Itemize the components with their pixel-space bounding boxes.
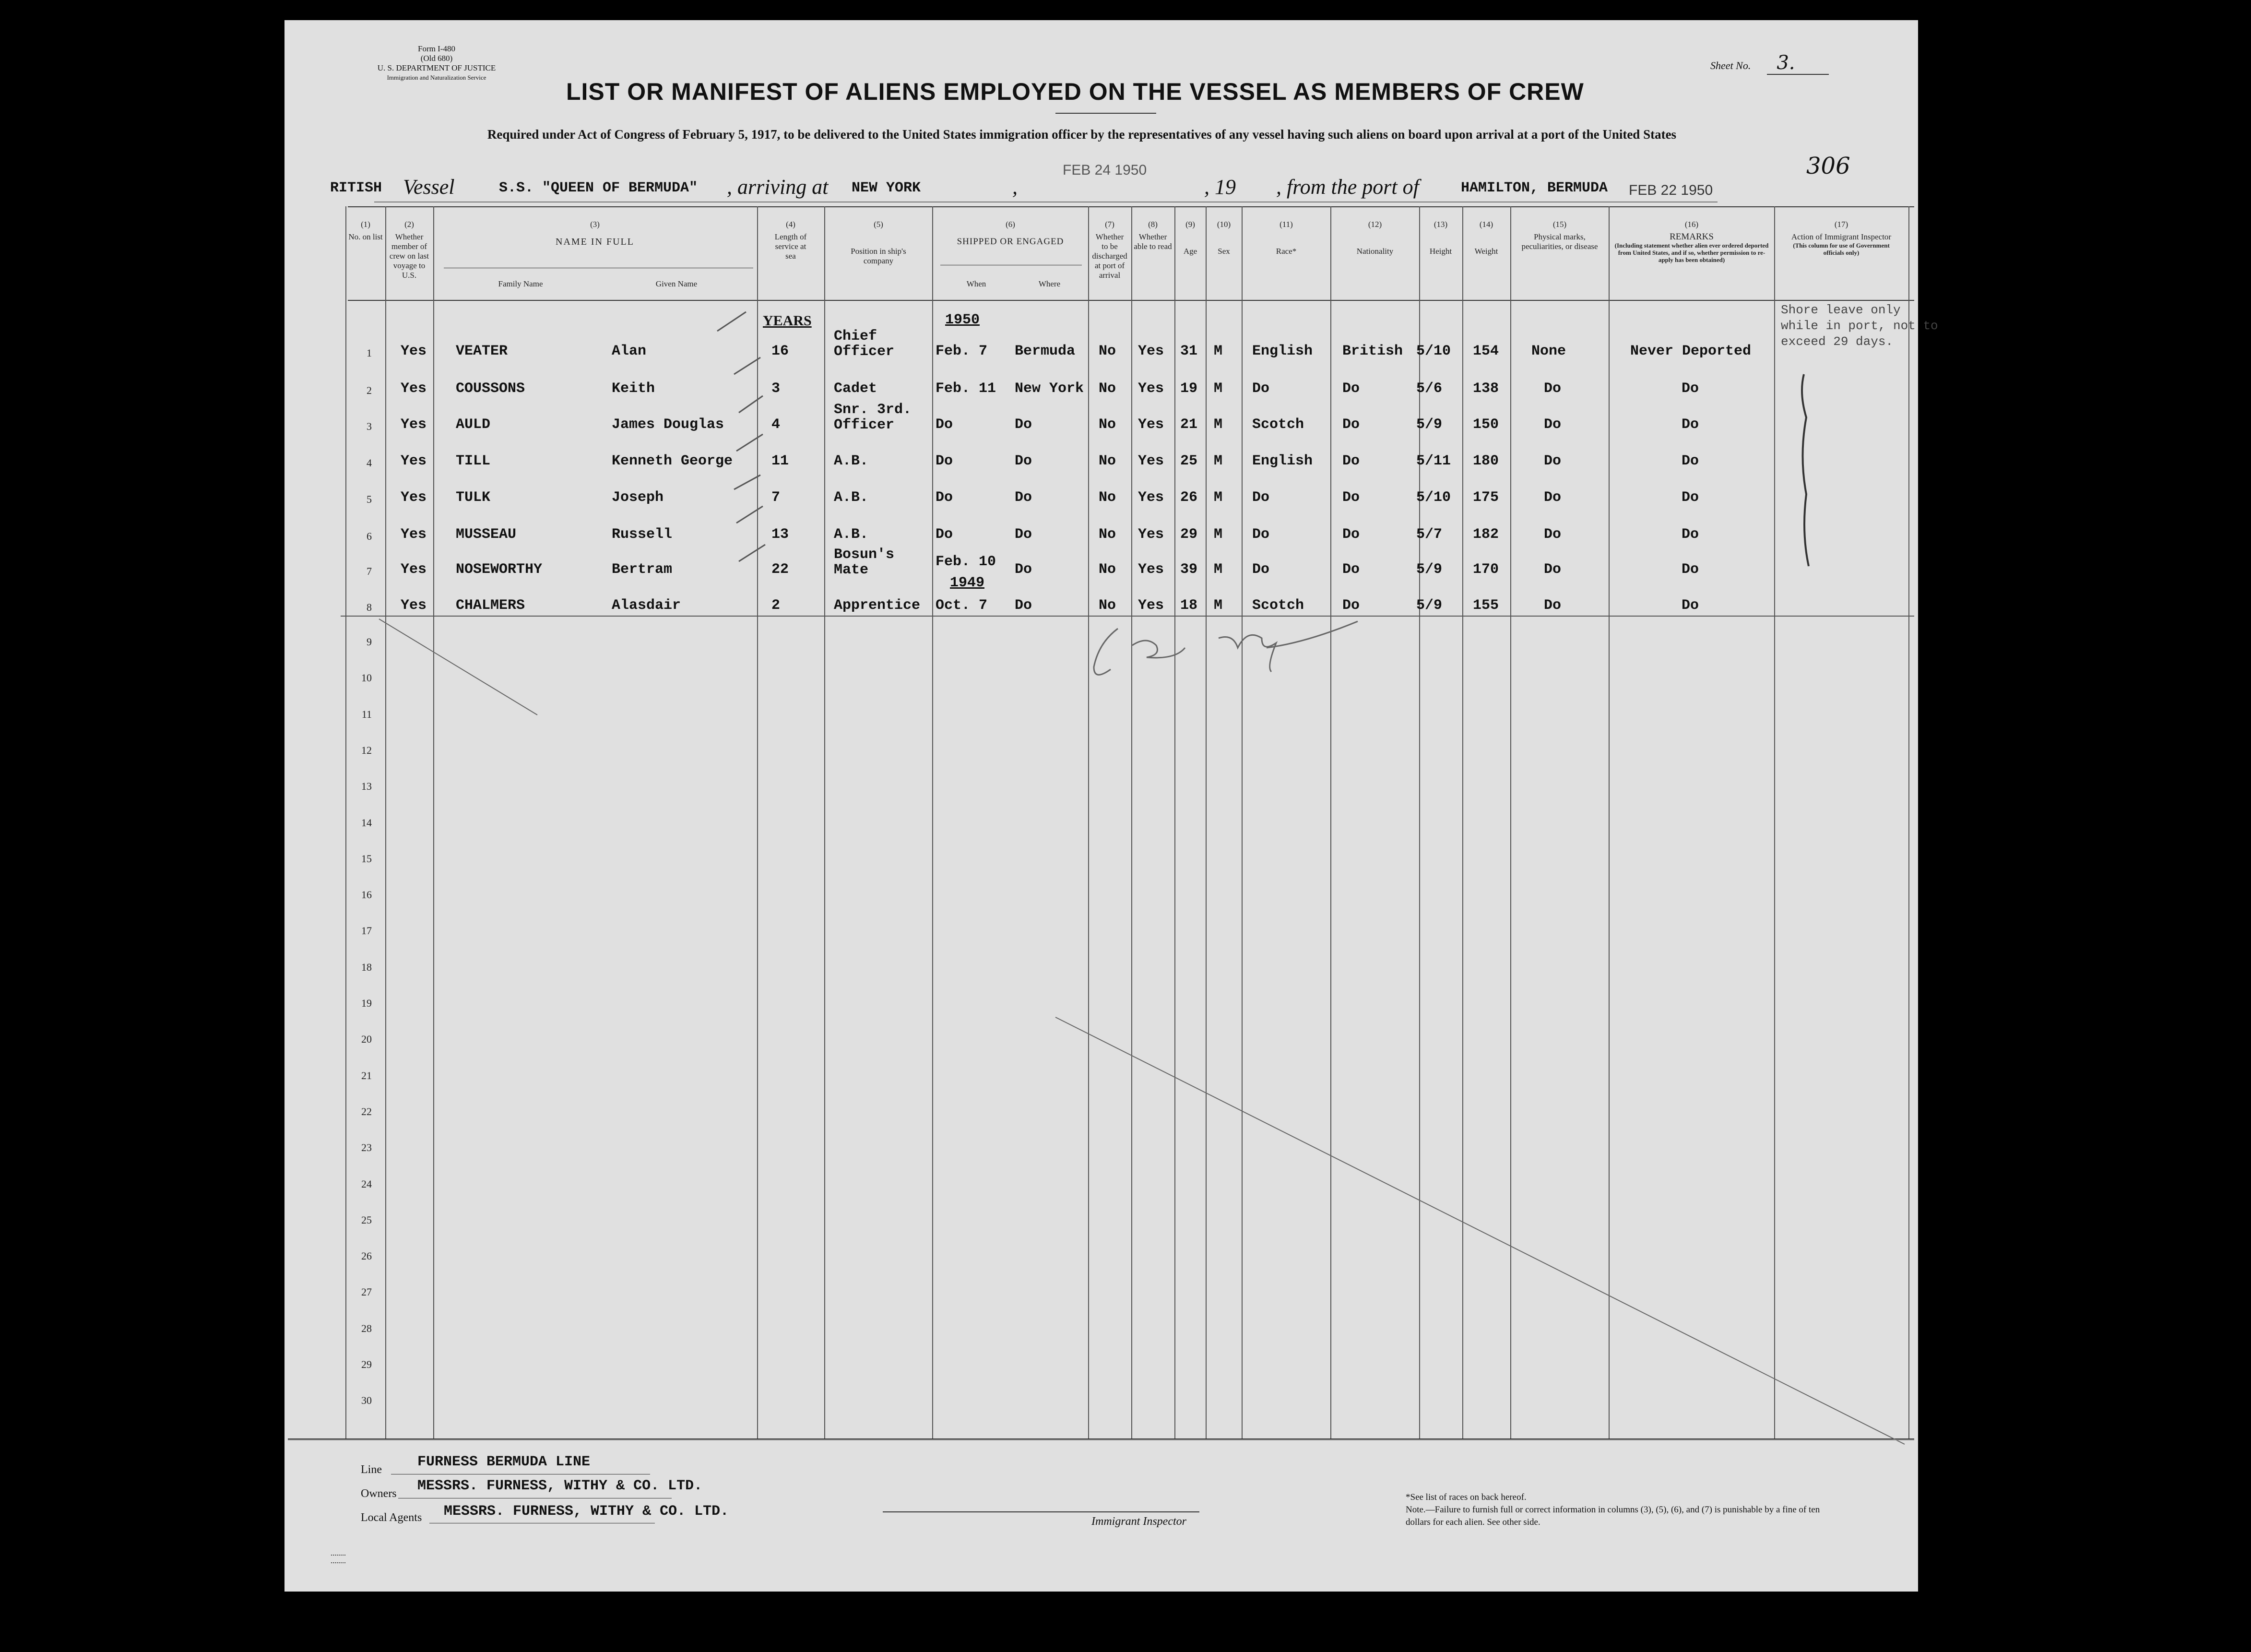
remarks-cell: Do — [1682, 453, 1699, 469]
position-cell: Apprentice — [834, 597, 921, 614]
weight-cell: 138 — [1473, 380, 1499, 397]
race-cell: Do — [1252, 489, 1270, 506]
col-header-shipped: (6) SHIPPED OR ENGAGED — [957, 220, 1064, 247]
race-cell: Scotch — [1252, 597, 1304, 614]
prev-voyage-cell: Yes — [401, 489, 427, 506]
given-name-cell: Bertram — [612, 561, 673, 578]
row-number: 12 — [361, 744, 372, 756]
service-name: Immigration and Naturalization Service — [387, 74, 486, 81]
line-label: Line — [361, 1463, 382, 1476]
cancel-line-diagonal — [1055, 1017, 1905, 1444]
age-cell: 19 — [1180, 380, 1198, 397]
physical-marks-cell: Do — [1544, 597, 1562, 614]
comma-mark: , — [1012, 175, 1018, 199]
col-header-read: (8) Whether able to read — [1134, 220, 1172, 251]
arrival-port: NEW YORK — [852, 180, 921, 196]
vessel-name: S.S. "QUEEN OF BERMUDA" — [499, 180, 698, 196]
col-header-previous-voyage: (2) Whether member of crew on last voyage to U.S. — [389, 220, 429, 280]
row-number: 14 — [361, 816, 372, 829]
prev-voyage-cell: Yes — [401, 416, 427, 433]
page-title: LIST OR MANIFEST OF ALIENS EMPLOYED ON THE VESSEL AS MEMBERS OF CREW — [566, 78, 1584, 105]
row-number: 27 — [361, 1286, 372, 1298]
prev-voyage-cell: Yes — [401, 380, 427, 397]
age-cell: 26 — [1180, 489, 1198, 506]
service-years-cell: 7 — [771, 489, 781, 506]
arrival-date-stamp: FEB 24 1950 — [1063, 162, 1147, 178]
read-cell: Yes — [1138, 453, 1164, 469]
service-years-cell: 13 — [771, 526, 789, 543]
sex-cell: M — [1214, 343, 1223, 359]
nationality-cell: Do — [1342, 416, 1360, 433]
row-number: 2 — [367, 384, 372, 396]
position-cell: Cadet — [834, 380, 877, 397]
sheet-number-label: Sheet No. — [1710, 59, 1751, 71]
arriving-label: , arriving at — [727, 175, 829, 199]
shipped-when-cell: Do — [936, 453, 953, 469]
discharge-cell: No — [1099, 489, 1116, 506]
year-prefix: , 19 — [1204, 175, 1236, 199]
row-number: 9 — [367, 636, 372, 648]
read-cell: Yes — [1138, 343, 1164, 359]
shipped-where-cell: New York — [1015, 380, 1084, 397]
read-cell: Yes — [1138, 416, 1164, 433]
position-cell: A.B. — [834, 489, 869, 506]
given-name-cell: Alasdair — [612, 597, 681, 614]
remarks-cell: Do — [1682, 489, 1699, 506]
shipped-where-cell: Do — [1015, 489, 1032, 506]
age-cell: 18 — [1180, 597, 1198, 614]
physical-marks-cell: Do — [1544, 453, 1562, 469]
shipped-year-1950: 1950 — [945, 312, 980, 328]
cancel-line-left — [379, 619, 537, 715]
col-header-race: (11) Race* — [1276, 220, 1297, 256]
discharge-cell: No — [1099, 380, 1116, 397]
family-name-cell: VEATER — [456, 343, 508, 359]
family-name-cell: TULK — [456, 489, 491, 506]
shipped-when-cell: Do — [936, 489, 953, 506]
agents-label: Local Agents — [361, 1511, 422, 1524]
age-cell: 39 — [1180, 561, 1198, 578]
read-cell: Yes — [1138, 489, 1164, 506]
row-number: 26 — [361, 1250, 372, 1262]
row-number: 5 — [367, 493, 372, 505]
row-number: 19 — [361, 997, 372, 1009]
row-number: 20 — [361, 1033, 372, 1046]
tick-marks — [717, 312, 765, 561]
col-header-service: (4) Length of service at sea — [774, 220, 807, 261]
given-name-cell: Russell — [612, 526, 673, 543]
physical-marks-cell: Do — [1544, 526, 1562, 543]
age-cell: 21 — [1180, 416, 1198, 433]
weight-cell: 170 — [1473, 561, 1499, 578]
family-name-cell: TILL — [456, 453, 491, 469]
shipped-where-cell: Do — [1015, 416, 1032, 433]
race-cell: Scotch — [1252, 416, 1304, 433]
remarks-cell: Do — [1682, 597, 1699, 614]
row-number: 28 — [361, 1322, 372, 1334]
height-cell: 5/9 — [1416, 416, 1443, 433]
read-cell: Yes — [1138, 380, 1164, 397]
page-mark: 306 — [1806, 153, 1850, 179]
family-name-cell: MUSSEAU — [456, 526, 517, 543]
years-unit: YEARS — [763, 313, 812, 329]
height-cell: 5/7 — [1416, 526, 1443, 543]
weight-cell: 150 — [1473, 416, 1499, 433]
weight-cell: 154 — [1473, 343, 1499, 359]
physical-marks-cell: Do — [1544, 380, 1562, 397]
col-header-name: (3) NAME IN FULL — [556, 220, 634, 247]
service-years-cell: 11 — [771, 453, 789, 469]
shipped-when-cell: Do — [936, 526, 953, 543]
col-header-no: (1) No. on list — [348, 220, 383, 241]
service-years-cell: 3 — [771, 380, 781, 397]
position-cell: A.B. — [834, 453, 869, 469]
shipped-where-cell: Do — [1015, 561, 1032, 578]
weight-cell: 155 — [1473, 597, 1499, 614]
sheet-number: 3. — [1767, 52, 1828, 75]
row-number: 1 — [367, 347, 372, 359]
sex-cell: M — [1214, 597, 1223, 614]
col-subheader-family-name: Family Name — [498, 279, 543, 288]
shipped-when-cell: Feb. 10 — [936, 554, 996, 570]
shipped-where-cell: Do — [1015, 453, 1032, 469]
service-years-cell: 4 — [771, 416, 781, 433]
inspector-note: Shore leave only while in port, not to exceed 29 days. — [1781, 303, 1938, 349]
shipped-when-cell: Feb. 7 — [936, 343, 988, 359]
col-header-remarks: (16) REMARKS (Including statement whether alien ever ordered deported from United States, and if so, whether permission to re-apply has been obtained) — [1614, 220, 1769, 263]
nationality-cell: Do — [1342, 453, 1360, 469]
prev-voyage-cell: Yes — [401, 597, 427, 614]
row-number: 15 — [361, 852, 372, 865]
row-number: 23 — [361, 1141, 372, 1154]
col-header-discharged: (7) Whether to be discharged at port of arrival — [1092, 220, 1127, 280]
printer-mark — [331, 1555, 345, 1563]
row-number: 29 — [361, 1358, 372, 1370]
read-cell: Yes — [1138, 561, 1164, 578]
agents-value: MESSRS. FURNESS, WITHY & CO. LTD. — [444, 1503, 729, 1520]
nationality-cell: British — [1342, 343, 1403, 359]
discharge-cell: No — [1099, 526, 1116, 543]
discharge-cell: No — [1099, 416, 1116, 433]
position-cell: Bosun's Mate — [834, 547, 895, 578]
physical-marks-cell: None — [1531, 343, 1566, 359]
footnote-races: *See list of races on back hereof. — [1406, 1492, 1527, 1502]
remarks-cell: Do — [1682, 526, 1699, 543]
sex-cell: M — [1214, 561, 1223, 578]
service-years-cell: 16 — [771, 343, 789, 359]
family-name-cell: NOSEWORTHY — [456, 561, 543, 578]
requirement-statement: Required under Act of Congress of February 5, 1917, to be delivered to the United States immigration officer by the representatives of any vessel having such aliens on board upon arrival at a port of the United States — [487, 127, 1677, 142]
prev-voyage-cell: Yes — [401, 561, 427, 578]
shipped-when-cell: Do — [936, 416, 953, 433]
row-number: 17 — [361, 925, 372, 937]
inspector-label: Immigrant Inspector — [1091, 1515, 1186, 1528]
col-header-height: (13) Height — [1429, 220, 1452, 256]
col-header-physical-marks: (15) Physical marks, peculiarities, or disease — [1521, 220, 1598, 251]
height-cell: 5/11 — [1416, 453, 1451, 469]
remarks-cell: Do — [1682, 416, 1699, 433]
remarks-cell: Never Deported — [1630, 343, 1752, 359]
departure-port: HAMILTON, BERMUDA — [1461, 180, 1608, 196]
departure-date-stamp: FEB 22 1950 — [1629, 182, 1713, 198]
shipped-year-1949: 1949 — [950, 575, 985, 591]
prev-voyage-cell: Yes — [401, 526, 427, 543]
age-cell: 29 — [1180, 526, 1198, 543]
vessel-nationality: RITISH — [330, 180, 382, 196]
prev-voyage-cell: Yes — [401, 343, 427, 359]
physical-marks-cell: Do — [1544, 561, 1562, 578]
col-header-position: (5) Position in ship's company — [851, 220, 906, 265]
line-value: FURNESS BERMUDA LINE — [417, 1454, 591, 1470]
shipped-where-cell: Bermuda — [1015, 343, 1076, 359]
read-cell: Yes — [1138, 526, 1164, 543]
read-cell: Yes — [1138, 597, 1164, 614]
discharge-cell: No — [1099, 597, 1116, 614]
weight-cell: 180 — [1473, 453, 1499, 469]
inspector-signature-line — [883, 1511, 1199, 1512]
row-number: 13 — [361, 780, 372, 793]
sex-cell: M — [1214, 526, 1223, 543]
row-number: 11 — [361, 708, 372, 720]
race-cell: Do — [1252, 526, 1270, 543]
form-number: Form I-480 — [418, 44, 455, 53]
given-name-cell: Keith — [612, 380, 655, 397]
age-cell: 31 — [1180, 343, 1198, 359]
sex-cell: M — [1214, 380, 1223, 397]
height-cell: 5/10 — [1416, 343, 1451, 359]
given-name-cell: Alan — [612, 343, 647, 359]
row-number: 18 — [361, 961, 372, 973]
given-name-cell: Joseph — [612, 489, 664, 506]
family-name-cell: COUSSONS — [456, 380, 525, 397]
physical-marks-cell: Do — [1544, 489, 1562, 506]
sex-cell: M — [1214, 489, 1223, 506]
col-subheader-where: Where — [1038, 279, 1061, 288]
height-cell: 5/10 — [1416, 489, 1451, 506]
row-number: 30 — [361, 1394, 372, 1407]
shipped-when-cell: Feb. 11 — [936, 380, 996, 397]
department-name: U. S. DEPARTMENT OF JUSTICE — [377, 63, 496, 72]
position-cell: A.B. — [834, 526, 869, 543]
row-number: 4 — [367, 457, 372, 469]
owners-label: Owners — [361, 1487, 397, 1500]
col-header-age: (9) Age — [1183, 220, 1197, 256]
old-form-number: (Old 680) — [420, 54, 453, 63]
nationality-cell: Do — [1342, 597, 1360, 614]
inspector-bracket — [1802, 374, 1809, 566]
penalty-note: Note.—Failure to furnish full or correct information in columns (3), (5), (6), and (7) is punishable by a fine of ten dollars for each alien. See other side. — [1406, 1505, 1820, 1527]
height-cell: 5/9 — [1416, 561, 1443, 578]
row-number: 6 — [367, 530, 372, 542]
sex-cell: M — [1214, 416, 1223, 433]
vessel-label: Vessel — [403, 175, 455, 199]
position-cell: Chief Officer — [834, 328, 895, 360]
discharge-cell: No — [1099, 343, 1116, 359]
shipped-where-cell: Do — [1015, 597, 1032, 614]
row-number: 22 — [361, 1105, 372, 1117]
col-subheader-given-name: Given Name — [655, 279, 698, 288]
row-number: 25 — [361, 1213, 372, 1226]
footer-rule — [288, 1439, 1914, 1440]
row-number: 3 — [367, 420, 372, 432]
family-name-cell: AULD — [456, 416, 491, 433]
weight-cell: 175 — [1473, 489, 1499, 506]
row-number: 21 — [361, 1069, 372, 1082]
nationality-cell: Do — [1342, 380, 1360, 397]
race-cell: English — [1252, 453, 1313, 469]
row-number: 8 — [367, 601, 372, 613]
row-number: 7 — [367, 565, 372, 577]
col-header-inspector-action: (17) Action of Immigrant Inspector (This column for use of Government officials only) — [1791, 220, 1892, 256]
remarks-cell: Do — [1682, 561, 1699, 578]
physical-marks-cell: Do — [1544, 416, 1562, 433]
col-header-sex: (10) Sex — [1217, 220, 1231, 256]
sex-cell: M — [1214, 453, 1223, 469]
col-header-weight: (14) Weight — [1474, 220, 1498, 256]
nationality-cell: Do — [1342, 526, 1360, 543]
prev-voyage-cell: Yes — [401, 453, 427, 469]
position-cell: Snr. 3rd. Officer — [834, 402, 912, 433]
row-number: 10 — [361, 672, 372, 684]
from-port-label: , from the port of — [1276, 175, 1419, 199]
weight-cell: 182 — [1473, 526, 1499, 543]
discharge-cell: No — [1099, 453, 1116, 469]
remarks-cell: Do — [1682, 380, 1699, 397]
row-number: 16 — [361, 889, 372, 901]
col-subheader-when: When — [966, 279, 986, 288]
col-header-nationality: (12) Nationality — [1356, 220, 1394, 256]
family-name-cell: CHALMERS — [456, 597, 525, 614]
discharge-cell: No — [1099, 561, 1116, 578]
height-cell: 5/9 — [1416, 597, 1443, 614]
service-years-cell: 22 — [771, 561, 789, 578]
owners-value: MESSRS. FURNESS, WITHY & CO. LTD. — [417, 1478, 703, 1494]
initials-signature — [1094, 621, 1358, 675]
given-name-cell: Kenneth George — [612, 453, 733, 469]
race-cell: English — [1252, 343, 1313, 359]
shipped-where-cell: Do — [1015, 526, 1032, 543]
shipped-when-cell: Oct. 7 — [936, 597, 988, 614]
row-number: 24 — [361, 1177, 372, 1190]
service-years-cell: 2 — [771, 597, 781, 614]
race-cell: Do — [1252, 561, 1270, 578]
age-cell: 25 — [1180, 453, 1198, 469]
height-cell: 5/6 — [1416, 380, 1443, 397]
given-name-cell: James Douglas — [612, 416, 724, 433]
nationality-cell: Do — [1342, 561, 1360, 578]
nationality-cell: Do — [1342, 489, 1360, 506]
race-cell: Do — [1252, 380, 1270, 397]
